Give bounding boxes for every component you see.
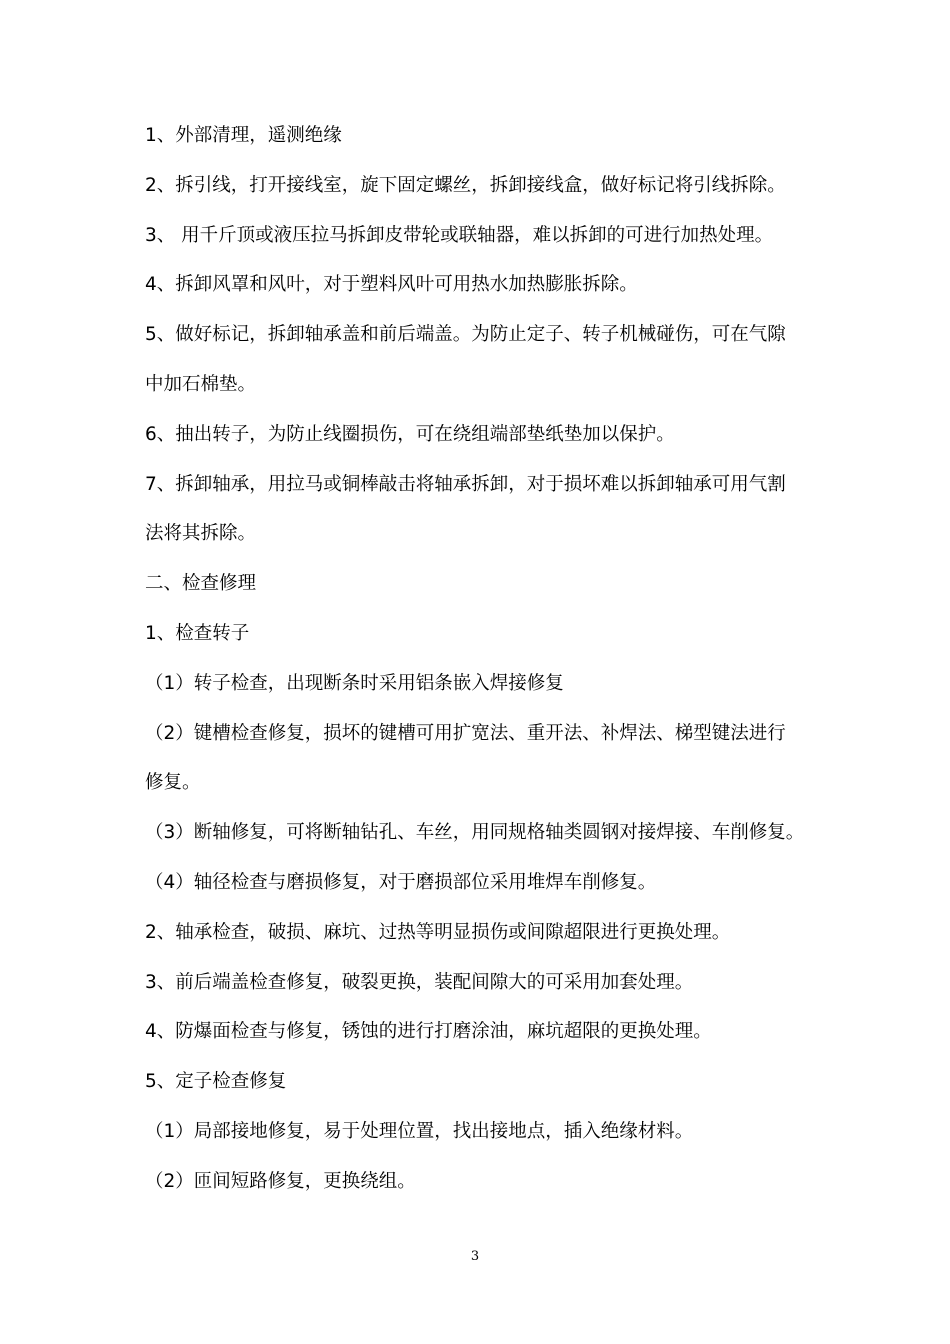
text-line: （2）匝间短路修复，更换绕组。 [145,1170,416,1192]
text-line: （3）断轴修复，可将断轴钻孔、车丝，用同规格轴类圆钢对接焊接、车削修复。 [145,822,805,844]
text-line: （4）轴径检查与磨损修复，对于磨损部位采用堆焊车削修复。 [145,871,657,893]
subsection-heading: 1、检查转子 [145,622,250,644]
text-line: （1）局部接地修复，易于处理位置，找出接地点，插入绝缘材料。 [145,1120,694,1142]
text-line: 3、前后端盖检查修复，破裂更换，装配间隙大的可采用加套处理。 [145,971,694,993]
text-line: 修复。 [145,772,201,794]
text-line: （1）转子检查，出现断条时采用铝条嵌入焊接修复 [145,672,564,694]
text-line: 2、拆引线，打开接线室，旋下固定螺丝，拆卸接线盒，做好标记将引线拆除。 [145,174,786,196]
page-number: 3 [470,1249,480,1264]
text-line: 6、抽出转子，为防止线圈损伤，可在绕组端部垫纸垫加以保护。 [145,423,675,445]
text-line: （2）键槽检查修复，损坏的键槽可用扩宽法、重开法、补焊法、梯型键法进行 [145,722,786,744]
text-line: 2、轴承检查，破损、麻坑、过热等明显损伤或间隙超限进行更换处理。 [145,921,731,943]
text-line: 中加石棉垫。 [145,373,257,395]
body-text [145,116,817,1212]
text-line: 3、 用千斤顶或液压拉马拆卸皮带轮或联轴器，难以拆卸的可进行加热处理。 [145,224,774,246]
text-line: 5、做好标记，拆卸轴承盖和前后端盖。为防止定子、转子机械碰伤，可在气隙 [145,324,786,346]
text-line: 7、拆卸轴承，用拉马或铜棒敲击将轴承拆卸，对于损坏难以拆卸轴承可用气割 [145,473,786,495]
section-heading: 二、检查修理 [145,573,257,595]
text-line: 1、外部清理，遥测绝缘 [145,125,342,146]
text-line: 4、拆卸风罩和风叶，对于塑料风叶可用热水加热膨胀拆除。 [145,274,638,296]
text-line: 法将其拆除。 [145,523,257,545]
text-line: 4、防爆面检查与修复，锈蚀的进行打磨涂油，麻坑超限的更换处理。 [145,1021,712,1043]
subsection-heading: 5、定子检查修复 [145,1071,287,1093]
